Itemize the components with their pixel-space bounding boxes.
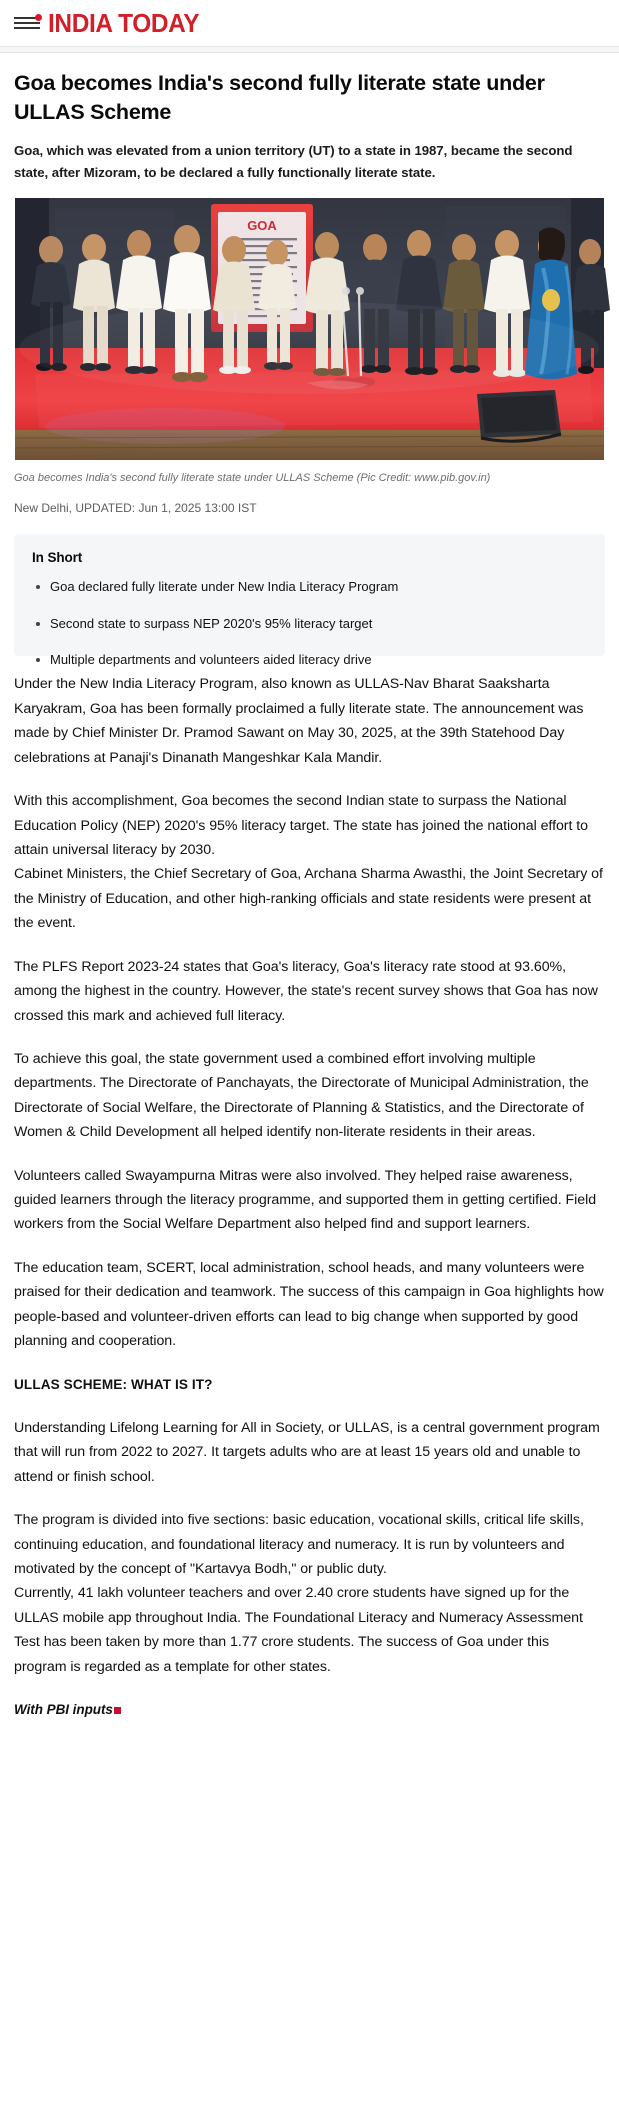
in-short-box — [14, 534, 605, 668]
body-paragraph: The education team, SCERT, local administration, school heads, and many volunteers were praised for their dedication and teamwork. The success of this campaign in Goa highlights how people-based and volunteer-driven efforts can lead to big change when supported by good planning and cooperation. — [14, 1259, 604, 1350]
site-header — [0, 0, 619, 47]
body-paragraph: Under the New India Literacy Program, also known as ULLAS-Nav Bharat Saaksharta Karyakram, Goa has been formally proclaimed a fully literate state. The announcement was made by Chief Minister Dr. Pramod Sawant on May 30, 2025, at the 39th Statehood Day celebrations at Panaji's Dinanath Mangeshkar Kala Mandir. — [14, 676, 584, 766]
header-divider — [0, 47, 619, 53]
article-standfirst: Goa, which was elevated from a union territory (UT) to a state in 1987, became the second state, after Mizoram, to be declared a fully functionally literate state. — [14, 143, 573, 180]
body-paragraph: Volunteers called Swayampurna Mitras were also involved. They helped raise awareness, guided learners through the literacy programme, and supported them in getting certified. Field workers from the Social Welfare Department also helped find and support learners. — [14, 1167, 597, 1233]
list-item: Goa declared fully literate under New India Literacy Program — [50, 577, 587, 597]
hamburger-menu-icon[interactable] — [14, 14, 40, 32]
end-mark-icon — [114, 1707, 121, 1714]
article-sign-off — [14, 1698, 605, 1721]
body-paragraph: With this accomplishment, Goa becomes the second Indian state to surpass the National Education Policy (NEP) 2020's 95% literacy target. The state has joined the national effort to attain universal literacy by 2030. Cabinet Ministers, the Chief Secretary of Goa, Archana Sharma Awasthi, the Joint Secretary of the Ministry of Education, and other high-ranking officials and state residents were present at the event. — [14, 793, 603, 932]
article-byline: New Delhi, UPDATED: Jun 1, 2025 13:00 IST — [14, 501, 257, 516]
hero-image — [14, 197, 605, 461]
list-item: Multiple departments and volunteers aided literacy drive — [50, 650, 587, 670]
body-paragraph: To achieve this goal, the state government used a combined effort involving multiple departments. The Directorate of Panchayats, the Directorate of Municipal Administration, the Directorate of Social Welfare, the Directorate of Planning & Statistics, and the Directorate of Women & Child Development all helped identify non-literate residents in their areas. — [14, 1050, 589, 1141]
india-today-logo[interactable]: INDIA TODAY — [48, 8, 200, 38]
in-short-title: In Short — [32, 550, 83, 566]
page-title: Goa becomes India's second fully literate state under ULLAS Scheme — [14, 71, 545, 124]
sign-off-text: With PBI inputs — [14, 1702, 113, 1718]
image-caption: Goa becomes India's second fully literate state under ULLAS Scheme (Pic Credit: www.pib.gov.in) — [14, 471, 491, 484]
svg-text:GOA: GOA — [247, 217, 277, 233]
body-paragraph: The PLFS Report 2023-24 states that Goa's literacy, Goa's literacy rate stood at 93.60%, among the highest in the country. However, the state's recent survey shows that Goa has now crossed this mark and achieved full literacy. — [14, 958, 598, 1024]
body-paragraph: The program is divided into five sections: basic education, vocational skills, critical life skills, continuing education, and foundational literacy and numeracy. It is run by volunteers and motivated by the concept of "Kartavya Bodh," or public duty. Currently, 41 lakh volunteer teachers and over 2.40 crore students have signed up for the ULLAS mobile app throughout India. The Foundational Literacy and Numeracy Assessment Test has been taken by more than 1.77 crore students. The success of Goa under this program is regarded as a template for other states. — [14, 1512, 584, 1675]
article-body — [14, 672, 605, 1747]
list-item: Second state to surpass NEP 2020's 95% literacy target — [50, 614, 587, 634]
menu-dot-icon — [35, 14, 42, 21]
section-heading: ULLAS SCHEME: WHAT IS IT? — [14, 1376, 213, 1392]
article-container — [0, 69, 619, 1747]
body-paragraph: Understanding Lifelong Learning for All in Society, or ULLAS, is a central government program that will run from 2022 to 2027. It targets adults who are at least 15 years old and unable to attend or finish school. — [14, 1419, 600, 1485]
in-short-list — [32, 577, 587, 670]
hero-image-wrapper — [14, 197, 605, 461]
